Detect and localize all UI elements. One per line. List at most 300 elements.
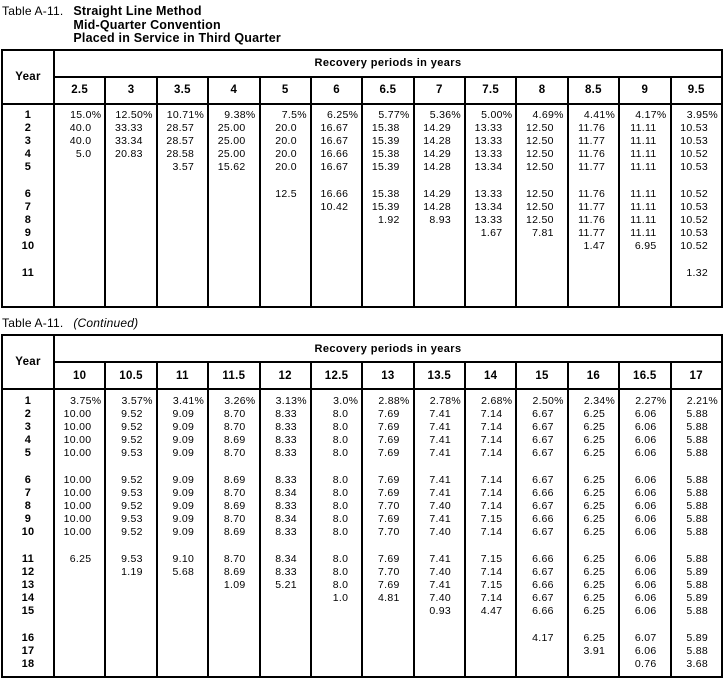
rate-cell: 12.5 xyxy=(260,188,311,201)
rate-cell: 2.50% xyxy=(516,389,567,407)
rate-cell: 7.40 xyxy=(414,525,465,538)
rate-cell: 12.50% xyxy=(105,104,156,122)
rate-cell xyxy=(54,253,105,267)
table-row xyxy=(2,135,722,148)
rate-cell xyxy=(568,538,619,552)
rate-cell xyxy=(311,214,362,227)
rate-cell: 5.88 xyxy=(686,407,708,420)
rate-cell: 3.13% xyxy=(260,389,311,407)
rate-cell xyxy=(105,591,156,604)
rate-cell: 4.17% xyxy=(619,104,670,122)
rate-cell: 6.25 xyxy=(568,512,619,525)
rate-cell: 1.09 xyxy=(208,578,259,591)
rate-cell xyxy=(105,538,156,552)
rate-cell xyxy=(414,227,465,240)
year-cell: 17 xyxy=(2,644,54,657)
rate-cell: 25.00 xyxy=(208,135,259,148)
rate-cell xyxy=(208,227,259,240)
rate-cell: 7.14 xyxy=(465,420,516,433)
rate-cell: 8.0 xyxy=(311,578,362,591)
rate-cell: 6.66 xyxy=(516,552,567,565)
rate-cell xyxy=(568,280,619,307)
rate-cell: 7.14 xyxy=(465,591,516,604)
period-header: 6 xyxy=(311,77,362,104)
period-header: 5 xyxy=(260,77,311,104)
period-header: 6.5 xyxy=(362,77,413,104)
rate-cell: 11.77 xyxy=(568,135,619,148)
rate-cell xyxy=(362,227,413,240)
rate-cell xyxy=(105,670,156,677)
table-row xyxy=(2,591,722,604)
year-cell xyxy=(2,280,54,307)
rate-cell xyxy=(208,617,259,631)
rate-cell: 6.66 xyxy=(516,486,567,499)
rate-cell xyxy=(414,670,465,677)
rate-cell xyxy=(260,201,311,214)
rate-cell: 2.34% xyxy=(568,389,619,407)
rate-cell: 6.66 xyxy=(516,604,567,617)
rate-cell xyxy=(311,253,362,267)
rate-cell: 5.21 xyxy=(260,578,311,591)
rate-cell: 5.00% xyxy=(465,104,516,122)
rate-cell xyxy=(260,670,311,677)
rate-cell xyxy=(157,201,208,214)
rate-cell: 6.67 xyxy=(516,473,567,486)
rate-cell xyxy=(414,267,465,280)
rate-cell xyxy=(465,657,516,670)
rate-cell: 6.25% xyxy=(311,104,362,122)
rate-cell: 7.14 xyxy=(465,473,516,486)
year-column-header: Year xyxy=(2,50,54,104)
period-header: 13 xyxy=(362,362,413,389)
rate-cell xyxy=(260,631,311,644)
rate-cell: 8.33 xyxy=(260,565,311,578)
rate-cell xyxy=(157,459,208,473)
rate-cell: 15.38 xyxy=(362,188,413,201)
rate-cell: 9.53 xyxy=(105,446,156,459)
rate-cell xyxy=(516,657,567,670)
table-row xyxy=(2,631,722,644)
period-header: 11.5 xyxy=(208,362,259,389)
rate-cell xyxy=(619,174,670,188)
rate-cell: 5.88 xyxy=(686,499,708,512)
rate-cell: 6.25 xyxy=(568,552,619,565)
table-row xyxy=(2,512,722,525)
rate-cell xyxy=(105,188,156,201)
rate-cell: 3.0% xyxy=(311,389,362,407)
rate-cell xyxy=(362,538,413,552)
rate-cell: 5.88 xyxy=(686,512,708,525)
table-row xyxy=(2,389,722,407)
rate-cell: 15.38 xyxy=(362,148,413,161)
rate-cell: 8.0 xyxy=(311,565,362,578)
rate-cell xyxy=(311,617,362,631)
table-row xyxy=(2,122,722,135)
rate-cell: 4.47 xyxy=(465,604,516,617)
rate-cell xyxy=(516,670,567,677)
rate-cell: 9.09 xyxy=(157,499,208,512)
rate-cell xyxy=(208,657,259,670)
rate-cell: 8.70 xyxy=(208,420,259,433)
rate-cell xyxy=(568,670,619,677)
year-cell: 6 xyxy=(2,473,54,486)
rate-cell: 12.50 xyxy=(516,188,567,201)
table-row xyxy=(2,188,722,201)
year-cell: 1 xyxy=(2,389,54,407)
rate-cell: 9.09 xyxy=(157,420,208,433)
rate-cell: 3.91 xyxy=(568,644,619,657)
rate-cell: 13.33 xyxy=(465,135,516,148)
rate-cell: 8.69 xyxy=(208,565,259,578)
rate-cell: 28.57 xyxy=(157,135,208,148)
year-cell: 3 xyxy=(2,420,54,433)
rate-cell xyxy=(54,227,105,240)
rate-cell: 7.41 xyxy=(414,486,465,499)
rate-cell: 1.0 xyxy=(311,591,362,604)
rate-cell: 6.06 xyxy=(619,499,670,512)
rate-cell: 5.88 xyxy=(686,473,708,486)
rate-cell xyxy=(465,280,516,307)
rate-cell xyxy=(619,670,670,677)
rate-cell: 13.33 xyxy=(465,122,516,135)
rate-cell xyxy=(105,174,156,188)
rate-cell: 2.21% xyxy=(686,394,718,407)
rate-cell: 8.33 xyxy=(260,433,311,446)
header-group-row xyxy=(2,335,722,362)
rate-cell xyxy=(208,280,259,307)
table-row xyxy=(2,446,722,459)
rate-cell xyxy=(568,253,619,267)
rate-cell xyxy=(311,174,362,188)
rate-cell: 8.33 xyxy=(260,407,311,420)
rate-cell: 12.50 xyxy=(516,122,567,135)
table-row xyxy=(2,578,722,591)
rate-cell xyxy=(157,604,208,617)
table-row xyxy=(2,161,722,174)
rate-cell xyxy=(105,604,156,617)
rate-cell: 7.69 xyxy=(362,407,413,420)
year-cell: 13 xyxy=(2,578,54,591)
rate-cell xyxy=(54,644,105,657)
rate-cell xyxy=(208,253,259,267)
rate-cell: 4.81 xyxy=(362,591,413,604)
spacer-row xyxy=(2,538,722,552)
rate-cell xyxy=(414,459,465,473)
rate-cell xyxy=(54,604,105,617)
rate-cell: 9.09 xyxy=(157,446,208,459)
rate-cell xyxy=(157,657,208,670)
rate-cell xyxy=(414,174,465,188)
rate-cell: 15.38 xyxy=(362,122,413,135)
rate-cell xyxy=(619,267,670,280)
period-header: 3 xyxy=(105,77,156,104)
period-header: 4 xyxy=(208,77,259,104)
rate-cell: 7.70 xyxy=(362,565,413,578)
rate-cell: 6.25 xyxy=(568,591,619,604)
rate-cell: 8.34 xyxy=(260,486,311,499)
rate-cell: 7.69 xyxy=(362,486,413,499)
rate-cell xyxy=(208,459,259,473)
rate-cell xyxy=(311,670,362,677)
rate-cell xyxy=(105,631,156,644)
rate-cell xyxy=(54,280,105,307)
rate-cell: 9.52 xyxy=(105,407,156,420)
rate-cell: 8.0 xyxy=(311,473,362,486)
rate-cell: 6.67 xyxy=(516,565,567,578)
rate-cell: 9.52 xyxy=(105,433,156,446)
rate-cell: 3.75% xyxy=(54,389,105,407)
table-row xyxy=(2,227,722,240)
table-1-title-line-3: Placed in Service in Third Quarter xyxy=(73,31,281,45)
rate-cell: 3.95% xyxy=(686,109,718,121)
table-row xyxy=(2,407,722,420)
rate-cell xyxy=(54,591,105,604)
rate-cell xyxy=(260,591,311,604)
rate-cell xyxy=(157,644,208,657)
rate-cell: 20.0 xyxy=(260,148,311,161)
rate-cell: 6.06 xyxy=(619,604,670,617)
year-column-header: Year xyxy=(2,335,54,389)
rate-cell: 7.69 xyxy=(362,446,413,459)
rate-cell: 9.52 xyxy=(105,473,156,486)
rate-cell: 11.76 xyxy=(568,188,619,201)
rate-cell: 9.09 xyxy=(157,512,208,525)
period-header: 12.5 xyxy=(311,362,362,389)
rate-cell: 7.41 xyxy=(414,512,465,525)
rate-cell xyxy=(362,459,413,473)
rate-cell: 20.0 xyxy=(260,161,311,174)
table-row xyxy=(2,473,722,486)
rate-cell xyxy=(208,631,259,644)
rate-cell: 10.53 xyxy=(680,135,708,147)
depreciation-table-continued xyxy=(1,334,723,678)
year-cell: 16 xyxy=(2,631,54,644)
year-cell: 7 xyxy=(2,201,54,214)
rate-cell xyxy=(362,253,413,267)
table-1-title-line-1: Straight Line Method xyxy=(73,4,202,18)
rate-cell xyxy=(105,214,156,227)
rate-cell xyxy=(465,174,516,188)
rate-cell: 11.11 xyxy=(619,148,670,161)
rate-cell: 7.15 xyxy=(465,512,516,525)
rate-cell: 8.70 xyxy=(208,512,259,525)
year-cell: 7 xyxy=(2,486,54,499)
rate-cell: 8.34 xyxy=(260,552,311,565)
rate-cell xyxy=(516,174,567,188)
period-header: 15 xyxy=(516,362,567,389)
table-2-label: Table A-11. xyxy=(2,315,64,330)
filler-row xyxy=(2,670,722,677)
rate-cell: 6.06 xyxy=(619,407,670,420)
rate-cell: 10.52 xyxy=(680,214,708,226)
table-row xyxy=(2,240,722,253)
rate-cell xyxy=(54,631,105,644)
rate-cell xyxy=(54,161,105,174)
rate-cell xyxy=(311,459,362,473)
rate-cell: 6.67 xyxy=(516,499,567,512)
rate-cell xyxy=(671,538,723,552)
year-cell: 18 xyxy=(2,657,54,670)
table-1-title xyxy=(73,5,281,46)
rate-cell: 8.0 xyxy=(311,407,362,420)
rate-cell: 5.77% xyxy=(362,104,413,122)
rate-cell: 11.77 xyxy=(568,201,619,214)
year-cell: 5 xyxy=(2,161,54,174)
rate-cell: 8.33 xyxy=(260,525,311,538)
header-periods-row xyxy=(2,77,722,104)
rate-cell xyxy=(465,267,516,280)
rate-cell xyxy=(465,670,516,677)
rate-cell: 15.0% xyxy=(54,104,105,122)
rate-cell xyxy=(465,644,516,657)
rate-cell: 11.77 xyxy=(568,227,619,240)
table-row xyxy=(2,201,722,214)
rate-cell xyxy=(208,670,259,677)
rate-cell: 9.09 xyxy=(157,473,208,486)
rate-cell xyxy=(260,214,311,227)
rate-cell xyxy=(54,240,105,253)
rate-cell: 6.25 xyxy=(568,631,619,644)
rate-cell: 9.53 xyxy=(105,552,156,565)
table-2-caption xyxy=(2,317,723,331)
rate-cell: 7.69 xyxy=(362,420,413,433)
rate-cell xyxy=(516,644,567,657)
rate-cell: 6.25 xyxy=(568,499,619,512)
rate-cell: 8.0 xyxy=(311,446,362,459)
rate-cell xyxy=(568,459,619,473)
rate-cell xyxy=(157,670,208,677)
rate-cell: 3.26% xyxy=(208,389,259,407)
rate-cell: 10.71% xyxy=(157,104,208,122)
rate-cell: 6.67 xyxy=(516,420,567,433)
rate-cell xyxy=(311,267,362,280)
rate-cell: 4.69% xyxy=(516,104,567,122)
rate-cell: 6.06 xyxy=(619,446,670,459)
rate-cell: 6.25 xyxy=(568,578,619,591)
rate-cell: 11.76 xyxy=(568,148,619,161)
rate-cell: 9.09 xyxy=(157,407,208,420)
rate-cell: 7.14 xyxy=(465,525,516,538)
rate-cell: 8.0 xyxy=(311,499,362,512)
rate-cell: 13.34 xyxy=(465,161,516,174)
rate-cell: 6.07 xyxy=(619,631,670,644)
rate-cell: 5.88 xyxy=(686,433,708,446)
rate-cell: 7.41 xyxy=(414,446,465,459)
rate-cell: 10.52 xyxy=(680,240,708,252)
rate-cell: 8.0 xyxy=(311,525,362,538)
rate-cell: 7.41 xyxy=(414,407,465,420)
rate-cell: 1.67 xyxy=(465,227,516,240)
rate-cell: 3.68 xyxy=(686,657,708,670)
rate-cell xyxy=(465,617,516,631)
rate-cell xyxy=(105,459,156,473)
rate-cell xyxy=(465,240,516,253)
table-row xyxy=(2,644,722,657)
rate-cell xyxy=(208,214,259,227)
year-cell: 15 xyxy=(2,604,54,617)
rate-cell xyxy=(516,267,567,280)
rate-cell: 7.40 xyxy=(414,499,465,512)
rate-cell: 10.00 xyxy=(54,512,105,525)
rate-cell: 11.11 xyxy=(619,161,670,174)
rate-cell: 7.14 xyxy=(465,499,516,512)
rate-cell: 8.69 xyxy=(208,525,259,538)
rate-cell xyxy=(157,617,208,631)
rate-cell xyxy=(568,657,619,670)
rate-cell: 14.28 xyxy=(414,161,465,174)
rate-cell: 7.70 xyxy=(362,499,413,512)
rate-cell xyxy=(671,459,723,473)
rate-cell: 6.25 xyxy=(568,565,619,578)
year-cell: 8 xyxy=(2,214,54,227)
year-cell xyxy=(2,617,54,631)
rate-cell xyxy=(54,201,105,214)
rate-cell xyxy=(105,253,156,267)
rate-cell xyxy=(260,604,311,617)
rate-cell xyxy=(362,631,413,644)
rate-cell xyxy=(311,227,362,240)
period-header: 10 xyxy=(54,362,105,389)
rate-cell xyxy=(208,644,259,657)
rate-cell xyxy=(208,538,259,552)
period-header: 12 xyxy=(260,362,311,389)
rate-cell: 11.11 xyxy=(619,214,670,227)
rate-cell: 6.67 xyxy=(516,407,567,420)
rate-cell xyxy=(671,253,723,267)
rate-cell: 9.10 xyxy=(157,552,208,565)
rate-cell: 10.00 xyxy=(54,446,105,459)
rate-cell xyxy=(671,670,723,677)
rate-cell xyxy=(465,631,516,644)
rate-cell xyxy=(54,538,105,552)
rate-cell xyxy=(105,657,156,670)
year-cell: 12 xyxy=(2,565,54,578)
rate-cell xyxy=(105,227,156,240)
rate-cell: 15.39 xyxy=(362,135,413,148)
period-header: 7.5 xyxy=(465,77,516,104)
rate-cell: 6.06 xyxy=(619,591,670,604)
rate-cell: 11.11 xyxy=(619,188,670,201)
rate-cell xyxy=(157,214,208,227)
rate-cell xyxy=(260,280,311,307)
rate-cell xyxy=(157,538,208,552)
rate-cell: 10.00 xyxy=(54,525,105,538)
rate-cell xyxy=(208,267,259,280)
rate-cell xyxy=(105,644,156,657)
rate-cell: 6.25 xyxy=(568,433,619,446)
rate-cell: 8.93 xyxy=(414,214,465,227)
rate-cell: 6.67 xyxy=(516,525,567,538)
rate-cell xyxy=(105,280,156,307)
rate-cell xyxy=(414,280,465,307)
spacer-row xyxy=(2,617,722,631)
rate-cell: 8.0 xyxy=(311,433,362,446)
rate-cell: 6.25 xyxy=(568,525,619,538)
rate-cell: 28.57 xyxy=(157,122,208,135)
rate-cell xyxy=(568,267,619,280)
rate-cell: 12.50 xyxy=(516,201,567,214)
rate-cell xyxy=(105,267,156,280)
spacer-row xyxy=(2,253,722,267)
year-cell: 10 xyxy=(2,240,54,253)
rate-cell: 0.93 xyxy=(414,604,465,617)
rate-cell: 10.42 xyxy=(311,201,362,214)
period-header: 7 xyxy=(414,77,465,104)
year-cell xyxy=(2,253,54,267)
rate-cell xyxy=(157,631,208,644)
rate-cell: 5.36% xyxy=(414,104,465,122)
rate-cell: 5.88 xyxy=(686,578,708,591)
